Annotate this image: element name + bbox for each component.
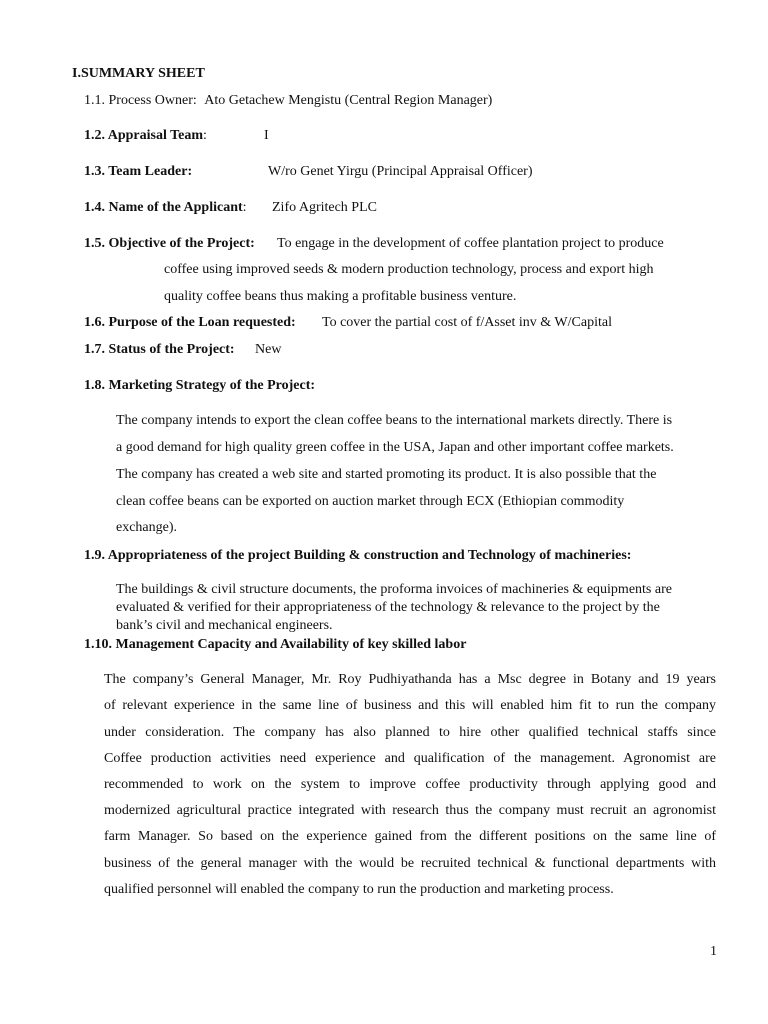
section-1-10-line: recommended to work on the system to improve coffee productivity through applying good and: [104, 777, 716, 792]
section-1-9-label: 1.9. Appropriateness of the project Building & construction and Technology of machineries:: [84, 548, 632, 563]
section-1-9-line: The buildings & civil structure documents, the proforma invoices of machineries & equipments are: [116, 582, 672, 597]
section-1-2-value: I: [264, 128, 269, 143]
section-1-5-line: To engage in the development of coffee plantation project to produce: [277, 236, 664, 251]
section-1-8-line: a good demand for high quality green coffee in the USA, Japan and other important coffee markets.: [116, 440, 674, 455]
section-1-2-colon: :: [203, 128, 207, 143]
section-1-8-line: clean coffee beans can be exported on auction market through ECX (Ethiopian commodity: [116, 494, 625, 509]
page-number: 1: [710, 944, 717, 959]
section-1-1-label: Process Owner:: [108, 93, 197, 108]
section-1-6-label: 1.6. Purpose of the Loan requested:: [84, 315, 296, 330]
section-1-9-line: bank’s civil and mechanical engineers.: [116, 618, 333, 633]
section-1-10-line: modernized agricultural practice integrated with research thus the company must recruit an agronomist: [104, 803, 716, 818]
section-1-6-value: To cover the partial cost of f/Asset inv & W/Capital: [322, 315, 612, 330]
section-1-8-line: The company has created a web site and started promoting its product. It is also possible that the: [116, 467, 657, 482]
section-1-3-value: W/ro Genet Yirgu (Principal Appraisal Officer): [268, 164, 533, 179]
section-1-2-label: 1.2. Appraisal Team: [84, 128, 204, 143]
section-1-10-line: The company’s General Manager, Mr. Roy Pudhiyathanda has a Msc degree in Botany and 19 years: [104, 672, 716, 687]
section-1-1-number: 1.1.: [84, 93, 105, 108]
section-1-7-value: New: [255, 342, 282, 357]
section-1-10-line: farm Manager. So based on the experience gained from the different positions on the same line of: [104, 829, 716, 844]
section-1-4-colon: :: [242, 200, 247, 215]
section-1-7-label: 1.7. Status of the Project:: [84, 342, 235, 357]
section-1-2: [84, 128, 207, 144]
section-1-5-label: 1.5. Objective of the Project:: [84, 236, 255, 251]
section-1-10-line: under consideration. The company has also planned to hire other qualified technical staffs since: [104, 725, 716, 740]
section-1-10-line: business of the general manager with the would be recruited technical & functional departments with: [104, 856, 716, 871]
summary-heading: I.SUMMARY SHEET: [72, 66, 205, 81]
section-1-4: [84, 200, 247, 216]
section-1-10-label: 1.10. Management Capacity and Availability of key skilled labor: [84, 637, 467, 652]
section-1-8-line: The company intends to export the clean coffee beans to the international markets directly. There is: [116, 413, 673, 428]
section-1-5-line: quality coffee beans thus making a profitable business venture.: [164, 289, 517, 304]
section-1-1: [84, 93, 492, 109]
section-1-8-line: exchange).: [116, 520, 178, 535]
section-1-10-line: of relevant experience in the same line of business and this will enabled him fit to run the company: [104, 698, 716, 713]
section-1-5-line: coffee using improved seeds & modern production technology, process and export high: [164, 262, 654, 277]
section-1-9-line: evaluated & verified for their appropriateness of the technology & relevance to the project by the: [116, 600, 660, 615]
section-1-4-label: 1.4. Name of the Applicant: [84, 200, 243, 215]
section-1-3-label: 1.3. Team Leader:: [84, 164, 193, 179]
section-1-4-value: Zifo Agritech PLC: [272, 200, 377, 215]
section-1-10-line: Coffee production activities need experience and qualification of the management. Agronomist are: [104, 751, 716, 766]
section-1-10-line: qualified personnel will enabled the company to run the production and marketing process.: [104, 882, 614, 897]
section-1-8-label: 1.8. Marketing Strategy of the Project:: [84, 378, 316, 393]
section-1-1-value: Ato Getachew Mengistu (Central Region Manager): [204, 93, 493, 108]
